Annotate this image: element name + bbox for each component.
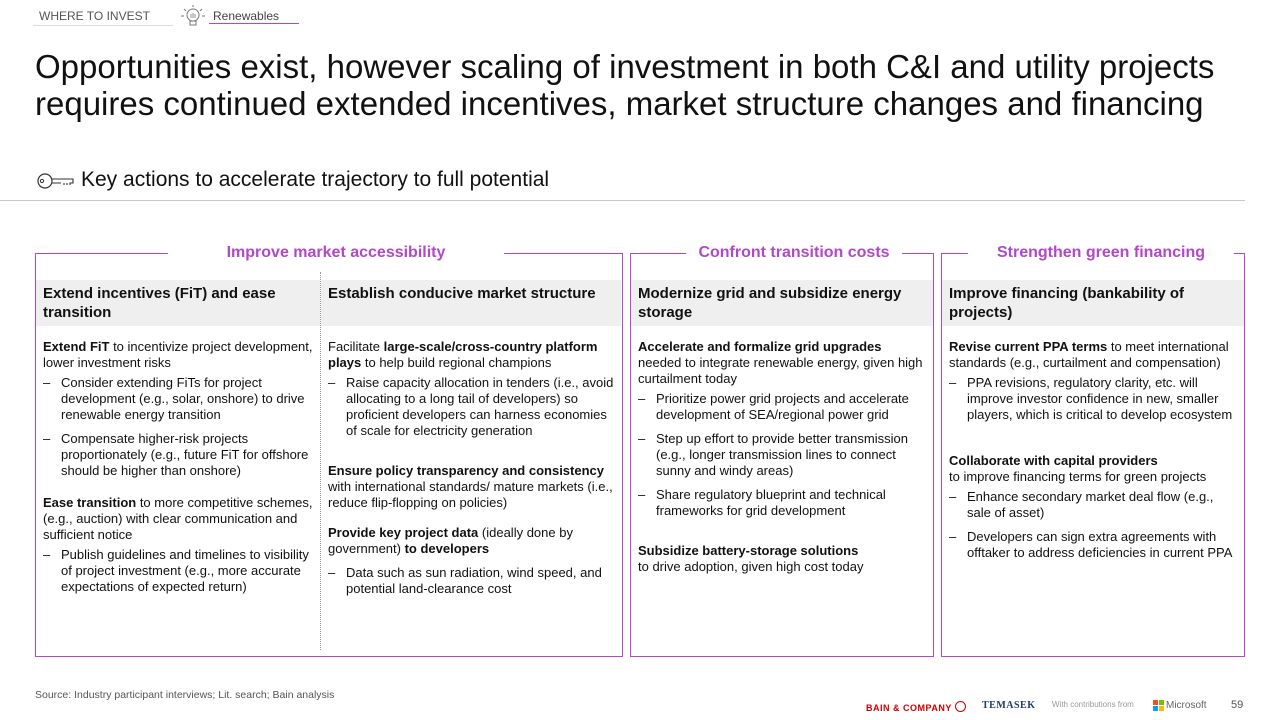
subtitle-divider <box>0 200 1245 201</box>
bullet-list <box>949 489 1237 561</box>
section-label: WHERE TO INVEST <box>39 9 150 23</box>
topic-label: Renewables <box>213 9 280 23</box>
lead-bold: Subsidize battery-storage solutions <box>638 543 859 558</box>
lead-bold: Revise current PPA terms <box>949 339 1108 354</box>
column-body-financing <box>942 339 1244 577</box>
column-heading-grid <box>631 280 933 326</box>
block-lead <box>328 339 614 371</box>
block-lead <box>638 339 926 387</box>
panel-title-transition-costs: Confront transition costs <box>686 244 902 262</box>
lead-bold: Ensure policy transparency and consistency <box>328 463 604 478</box>
lead-text: with international standards/ mature markets (i.e., reduce flip-flopping on policies) <box>328 479 613 510</box>
bullet-item: – Publish guidelines and timelines to visibility of project investment (e.g., more accurate expectations of expected return) <box>43 547 313 595</box>
bullet-item: – Share regulatory blueprint and technical frameworks for grid development <box>638 487 926 519</box>
column-body-market-structure <box>321 339 621 613</box>
lightbulb-icon <box>180 4 206 30</box>
column-heading-text: Improve financing (bankability of projects) <box>949 285 1185 321</box>
panel-title-market-accessibility: Improve market accessibility <box>168 244 504 262</box>
lead-text: (ideally done by government) <box>328 525 573 556</box>
subtitle: Key actions to accelerate trajectory to full potential <box>81 168 550 191</box>
lead-bold: Ease transition <box>43 495 137 510</box>
column-heading-financing <box>942 280 1244 326</box>
block-lead <box>328 463 614 511</box>
bullet-item: – Raise capacity allocation in tenders (i.e., avoid allocating to a long tail of developers) so proficient developers can harness economies of scale for electricity generation <box>328 375 614 439</box>
bullet-item: – Data such as sun radiation, wind speed, and potential land-clearance cost <box>328 565 614 597</box>
bullet-list <box>638 391 926 519</box>
microsoft-logo-icon <box>1153 700 1164 711</box>
column-body-incentives <box>36 339 320 611</box>
bullet-item: – PPA revisions, regulatory clarity, etc. will improve investor confidence in new, smaller players, which is critical to develop ecosystem <box>949 375 1237 423</box>
lead-bold: large-scale/cross-country platform plays <box>328 339 598 370</box>
bullet-list <box>43 375 313 479</box>
temasek-logo: TEMASEK <box>982 700 1036 711</box>
panel-title-green-financing: Strengthen green financing <box>968 244 1234 262</box>
topic-underline <box>209 23 299 24</box>
lead-text: to drive adoption, given high cost today <box>638 559 864 574</box>
block-lead <box>328 525 614 557</box>
lead-text: to incentivize project development, lower investment risks <box>43 339 313 370</box>
lead-text: to meet international standards (e.g., curtailment and compensation) <box>949 339 1229 370</box>
block-lead <box>43 495 313 543</box>
lead-text: to improve financing terms for green projects <box>949 469 1207 484</box>
bullet-item: – Prioritize power grid projects and accelerate development of SEA/regional power grid <box>638 391 926 423</box>
microsoft-logo-text: Microsoft <box>1166 700 1207 711</box>
lead-text: needed to integrate renewable energy, given high curtailment today <box>638 355 923 386</box>
bain-mark-icon <box>955 701 966 712</box>
contributions-label: With contributions from <box>1052 700 1134 709</box>
lead-pre: Facilitate <box>328 339 384 354</box>
column-heading-text: Extend incentives (FiT) and ease transition <box>43 285 276 321</box>
bullet-item: – Compensate higher-risk projects proportionately (e.g., future FiT for offshore should be higher than onshore) <box>43 431 313 479</box>
bullet-item: – Step up effort to provide better transmission (e.g., longer transmission lines to connect sunny and windy areas) <box>638 431 926 479</box>
section-underline <box>33 25 173 26</box>
column-heading-market-structure <box>321 280 621 326</box>
lead-bold-2: to developers <box>404 541 490 556</box>
block-lead <box>638 543 926 575</box>
bullet-list <box>328 565 614 597</box>
column-body-grid <box>631 339 933 579</box>
source-note: Source: Industry participant interviews; Lit. search; Bain analysis <box>35 689 335 701</box>
bullet-list <box>328 375 614 439</box>
lead-text: to more competitive schemes, (e.g., auction) with clear communication and sufficient notice <box>43 495 313 542</box>
bullet-item: – Enhance secondary market deal flow (e.g., sale of asset) <box>949 489 1237 521</box>
column-heading-incentives <box>36 280 320 326</box>
bullet-item: – Consider extending FiTs for project development (e.g., solar, onshore) to drive renewable energy transition <box>43 375 313 423</box>
page-number: 59 <box>1231 699 1244 711</box>
bullet-item: – Developers can sign extra agreements with offtaker to address deficiencies in current PPA <box>949 529 1237 561</box>
lead-text: to help build regional champions <box>361 355 552 370</box>
bain-logo <box>866 701 966 713</box>
bain-logo-text: BAIN & COMPANY <box>866 703 952 713</box>
lead-bold: Provide key project data <box>328 525 479 540</box>
lead-bold: Extend FiT <box>43 339 110 354</box>
block-lead <box>949 339 1237 371</box>
block-lead <box>949 453 1237 485</box>
page-title: Opportunities exist, however scaling of investment in both C&I and utility projects requires continued extended incentives, market structure changes and financing <box>35 48 1215 122</box>
block-lead <box>43 339 313 371</box>
key-icon <box>36 170 76 192</box>
lead-bold: Accelerate and formalize grid upgrades <box>638 339 882 354</box>
lead-bold: Collaborate with capital providers <box>949 453 1158 468</box>
column-heading-text: Establish conducive market structure <box>328 285 596 302</box>
column-heading-text: Modernize grid and subsidize energy storage <box>638 285 902 321</box>
bullet-list <box>43 547 313 595</box>
bullet-list <box>949 375 1237 423</box>
